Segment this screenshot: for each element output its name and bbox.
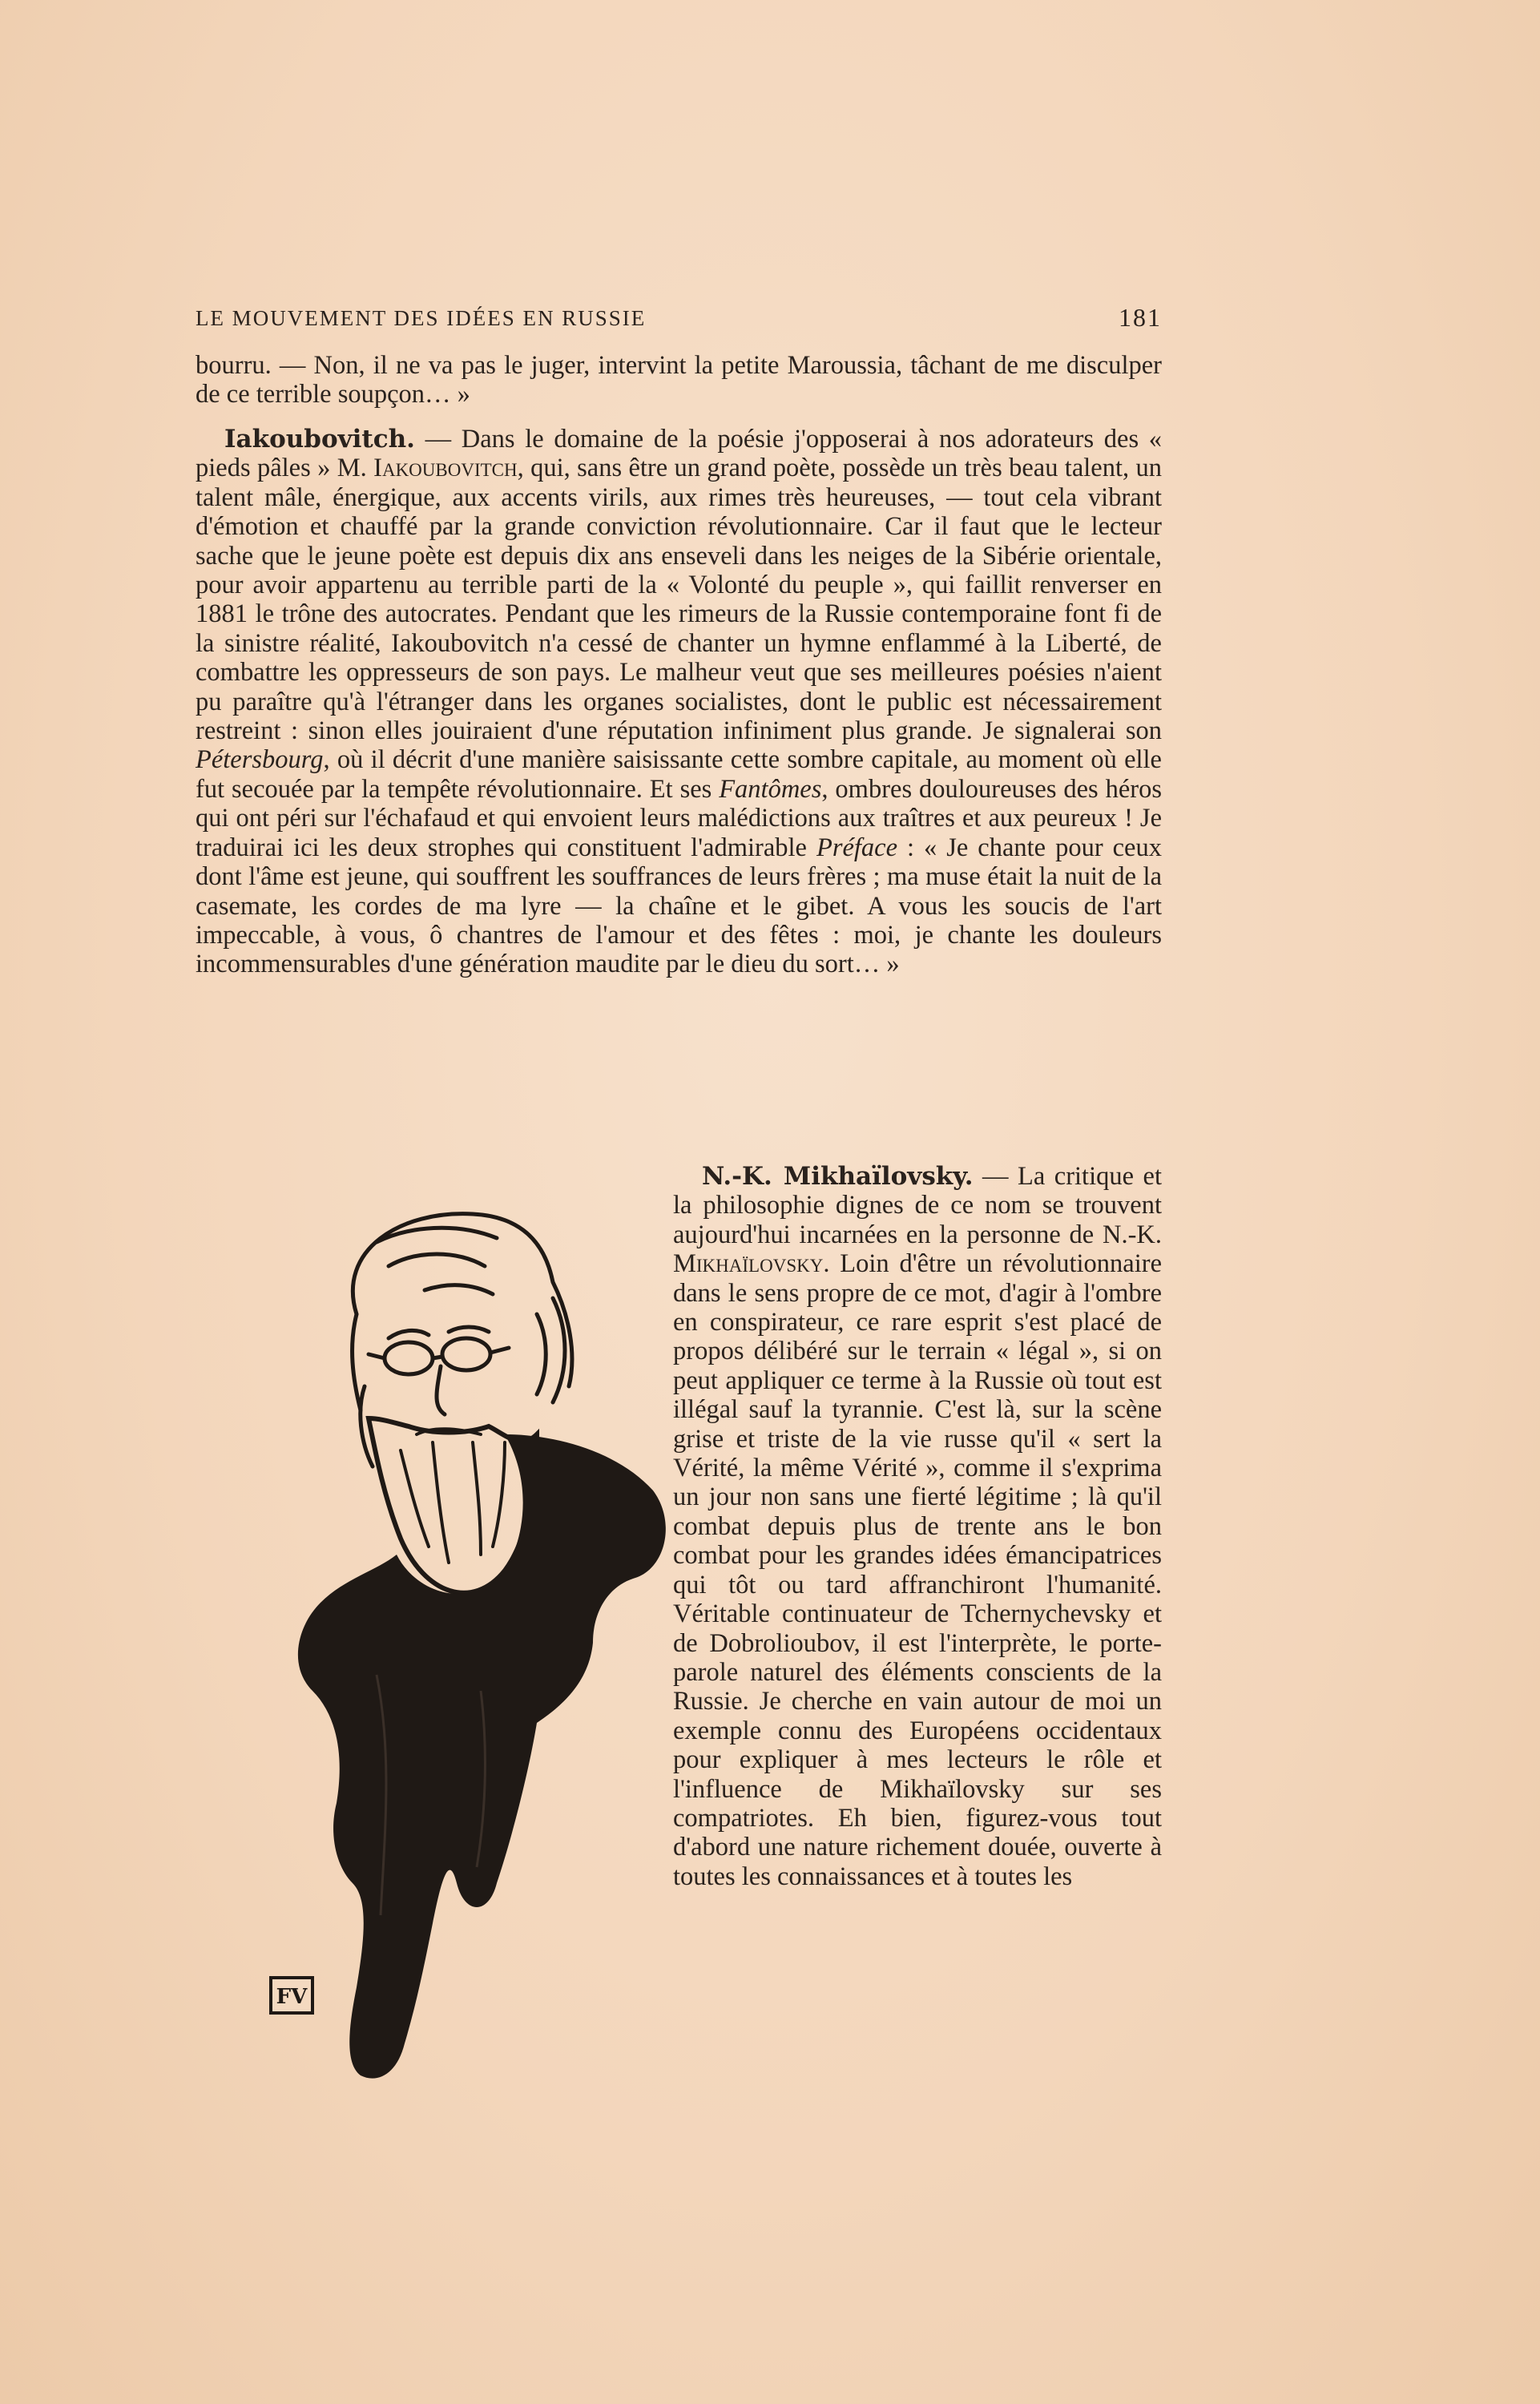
text-run: , où il décrit d'une manière saisissante cette sombre capitale, au moment où elle fut secouée par la tempête révolutionnaire. Et ses bbox=[196, 745, 1162, 804]
portrait-woodcut bbox=[216, 1194, 673, 2091]
paragraph-iakoubovitch bbox=[196, 425, 1162, 979]
portrait-illustration bbox=[216, 1194, 673, 2091]
section-heading: Iakoubovitch. bbox=[224, 425, 415, 454]
work-title: Préface bbox=[816, 833, 898, 862]
text-run: : « Je chante pour ceux dont l'âme est jeune, qui souffrent les souffrances de leurs frères ; ma muse était la nuit de la casemate, les cordes de ma lyre — la chaîne et le gibet. A vous les soucis de l'art impeccable, à vous, ô chantres de l'amour et des fêtes : moi, je chante les douleurs incommensurables d'une génération maudite par le dieu du sort… » bbox=[196, 833, 1162, 979]
page-number: 181 bbox=[1119, 303, 1162, 332]
work-title: Pétersbourg bbox=[196, 745, 324, 775]
paragraph-body bbox=[673, 1162, 1162, 1891]
paragraph-continuation bbox=[196, 351, 1162, 409]
text-run: , ombres douloureuses des héros qui ont péri sur l'échafaud et qui envoient leurs malédictions aux traîtres et aux peureux ! Je traduirai ici les deux strophes qui constituent l'admirable bbox=[196, 774, 1162, 862]
text-run: — La critique et la philosophie dignes de ce nom se trouvent aujourd'hui incarnées en la personne de bbox=[673, 1162, 1162, 1249]
text-run: , qui, sans être un grand poète, possède un très beau talent, un talent mâle, énergique, aux accents virils, aux rimes très heureuses, — tout cela vibrant d'émotion et chauffé par la grande conviction révolutionnaire. Car il faut que le lecteur sache que le jeune poète est depuis dix ans enseveli dans les neiges de la Sibérie orientale, pour avoir appartenu au terrible parti de la « Volonté du peuple », qui faillit renverser en 1881 le trône des autocrates. Pendant que les rimeurs de la Russie contemporaine font fi de la sinistre réalité, Iakoubovitch n'a cessé de chanter un hymne enflammé à la Liberté, de combattre les oppresseurs de son pays. Le malheur veut que ses meilleures poésies n'aient pu paraître qu'à l'étranger dans les organes socialistes, dont le public est nécessairement restreint : sinon elles jouiraient d'une réputation infiniment plus grande. Je signalerai son bbox=[196, 454, 1162, 746]
monogram: FV bbox=[276, 1985, 308, 2009]
text-run: — Dans le domaine de la poésie j'opposerai à nos adorateurs des « pieds pâles » M. bbox=[196, 425, 1162, 483]
running-head-title: LE MOUVEMENT DES IDÉES EN RUSSIE bbox=[196, 306, 647, 330]
section-heading: N.-K. Mikhaïlovsky. bbox=[702, 1162, 974, 1191]
text-run: . Loin d'être un révolutionnaire dans le sens propre de ce mot, d'agir à l'ombre en conspirateur, ce rare esprit s'est placé de propos délibéré sur le terrain « légal », si on peut appliquer ce terme à la Russie où tout est illégal sauf la tyrannie. C'est là, sur la scène grise et triste de la vie russe qu'il « sert la Vérité, la même Vérité », comme il s'exprima un jour non sans une fierté légitime ; là qu'il combat depuis plus de trente ans le bon combat pour les grandes idées émancipatrices qui tôt ou tard affranchiront l'humanité. Véritable continuateur de Tchernychevsky et de Dobrolioubov, il est l'interprète, le porte-parole naturel des éléments conscients de la Russie. Je cherche en vain autour de moi un exemple connu des Européens occidentaux pour expliquer à mes lecteurs le rôle et l'influence de Mikhaïlovsky sur ses compatriotes. Eh bien, figurez-vous tout d'abord une nature richement douée, ouverte à toutes les connaissances et à toutes les bbox=[673, 1249, 1162, 1891]
running-head bbox=[196, 303, 1162, 335]
paragraph-text: bourru. — Non, il ne va pas le juger, intervint la petite Maroussia, tâchant de me disculper de ce terrible soupçon… » bbox=[196, 351, 1162, 409]
author-name: Iakoubovitch bbox=[373, 454, 518, 483]
paragraph-body bbox=[196, 425, 1162, 979]
paragraph-mikhailovsky bbox=[673, 1162, 1162, 1891]
work-title: Fantômes bbox=[719, 774, 822, 804]
author-name: N.-K. Mikhaïlovsky bbox=[673, 1220, 1162, 1279]
